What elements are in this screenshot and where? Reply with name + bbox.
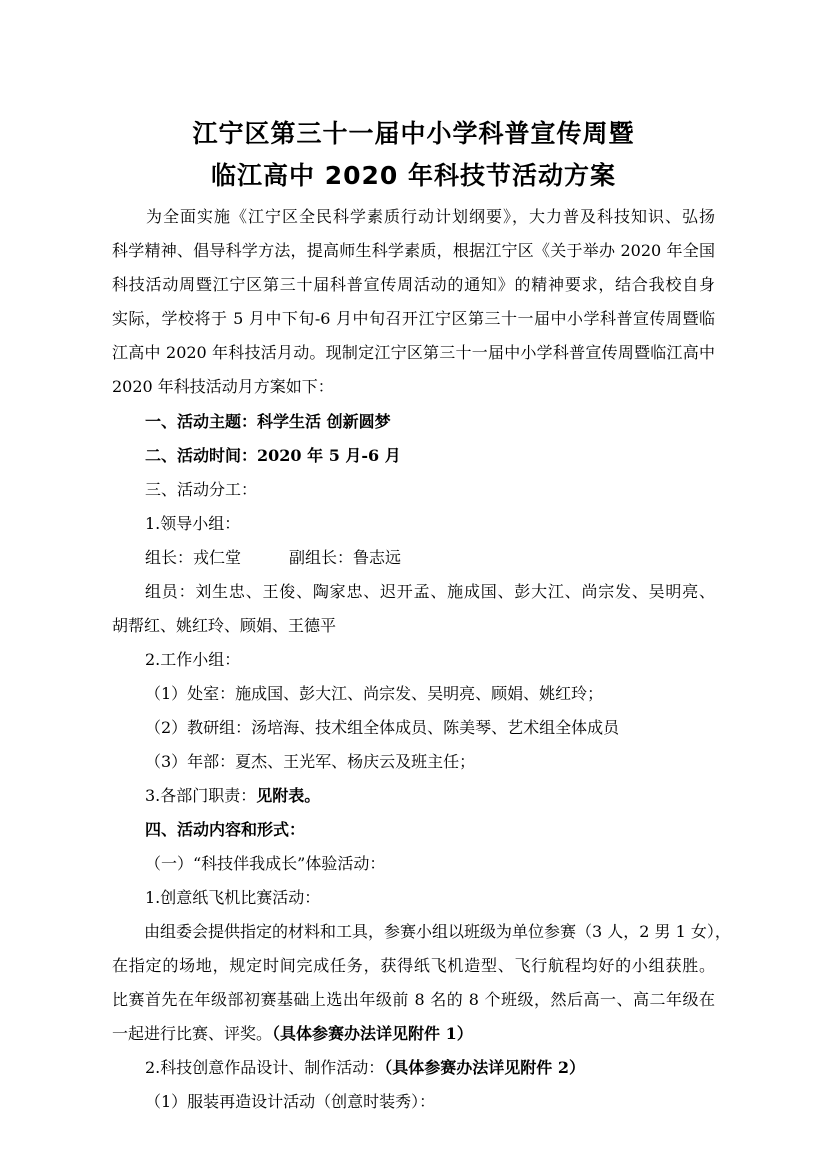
subsection-heading: （一）“科技伴我成长”体验活动：: [145, 854, 386, 873]
section-content-heading: 四、活动内容和形式：: [145, 820, 306, 839]
activity-attachment-note: （具体参赛办法详见附件 1）: [272, 1024, 473, 1043]
leader-group-members-cont: 胡帮红、姚红玲、顾娟、王德平: [112, 616, 337, 635]
department-duty: [145, 783, 748, 806]
intro-line: 2020 年科技活动月方案如下：: [112, 377, 334, 396]
activity-heading-2-text: 2.科技创意作品设计、制作活动：: [145, 1058, 385, 1077]
intro-line: 实际，学校将于 5 月中下旬-6 月中旬召开江宁区第三十一届中小学科普宣传周暨临: [112, 309, 715, 328]
document-title-line-1: 江宁区第三十一届中小学科普宣传周暨: [192, 119, 635, 148]
activity-heading-2: [145, 1055, 748, 1078]
section-time: [145, 443, 748, 466]
document-title-line-2: 临江高中 2020 年科技节活动方案: [211, 161, 616, 190]
department-duty-label: 3.各部门职责：: [145, 786, 257, 805]
activity-body-line-last: [112, 1021, 715, 1044]
work-group-item: （1）处室：施成国、彭大江、尚宗发、吴明亮、顾娟、姚红玲；: [145, 684, 604, 703]
section-division-heading: 三、活动分工：: [145, 480, 258, 499]
leader-group-members: 组员：刘生忠、王俊、陶家忠、迟开孟、施成国、彭大江、尚宗发、吴明亮、: [145, 582, 715, 601]
department-duty-value: 见附表。: [256, 786, 321, 805]
intro-line: 为全面实施《江宁区全民科学素质行动计划纲要》，大力普及科技知识、弘扬: [112, 207, 715, 226]
work-group-heading: 2.工作小组：: [145, 650, 241, 669]
activity-body-line: 在指定的场地，规定时间完成任务，获得纸飞机造型、飞行航程均好的小组获胜。: [112, 956, 715, 975]
activity-sub-item: （1）服装再造设计活动（创意时装秀）：: [145, 1092, 436, 1111]
section-theme: [145, 409, 748, 432]
activity-body-line: 由组委会提供指定的材料和工具，参赛小组以班级为单位参赛（3 人，2 男 1 女），: [112, 922, 731, 941]
intro-line: 科学精神、倡导科学方法，提高师生科学素质，根据江宁区《关于举办 2020 年全国: [112, 241, 715, 260]
leader-group-leaders: 组长：戎仁堂 副组长：鲁志远: [145, 548, 402, 567]
activity-body-line: 比赛首先在年级部初赛基础上选出年级前 8 名的 8 个班级，然后高一、高二年级在: [112, 990, 715, 1009]
activity-body-text: 一起进行比赛、评奖。: [112, 1024, 273, 1043]
section-theme-label: 一、活动主题：: [145, 412, 258, 431]
activity-attachment-note-2: （具体参赛办法详见附件 2）: [384, 1058, 585, 1077]
activity-heading: 1.创意纸飞机比赛活动：: [145, 888, 321, 907]
intro-line: 江高中 2020 年科技活月动。现制定江宁区第三十一届中小学科普宣传周暨临江高中: [112, 343, 715, 362]
intro-line: 科技活动周暨江宁区第三十届科普宣传周活动的通知》的精神要求，结合我校自身: [112, 275, 715, 294]
section-time-label: 二、活动时间：: [145, 446, 258, 465]
work-group-item: （2）教研组：汤培海、技术组全体成员、陈美琴、艺术组全体成员: [145, 718, 620, 737]
leader-group-heading: 1.领导小组：: [145, 514, 241, 533]
section-time-value: 2020 年 5 月-6 月: [257, 446, 401, 465]
work-group-item: （3）年部：夏杰、王光军、杨庆云及班主任；: [145, 752, 476, 771]
section-theme-value: 科学生活 创新圆梦: [257, 412, 391, 431]
